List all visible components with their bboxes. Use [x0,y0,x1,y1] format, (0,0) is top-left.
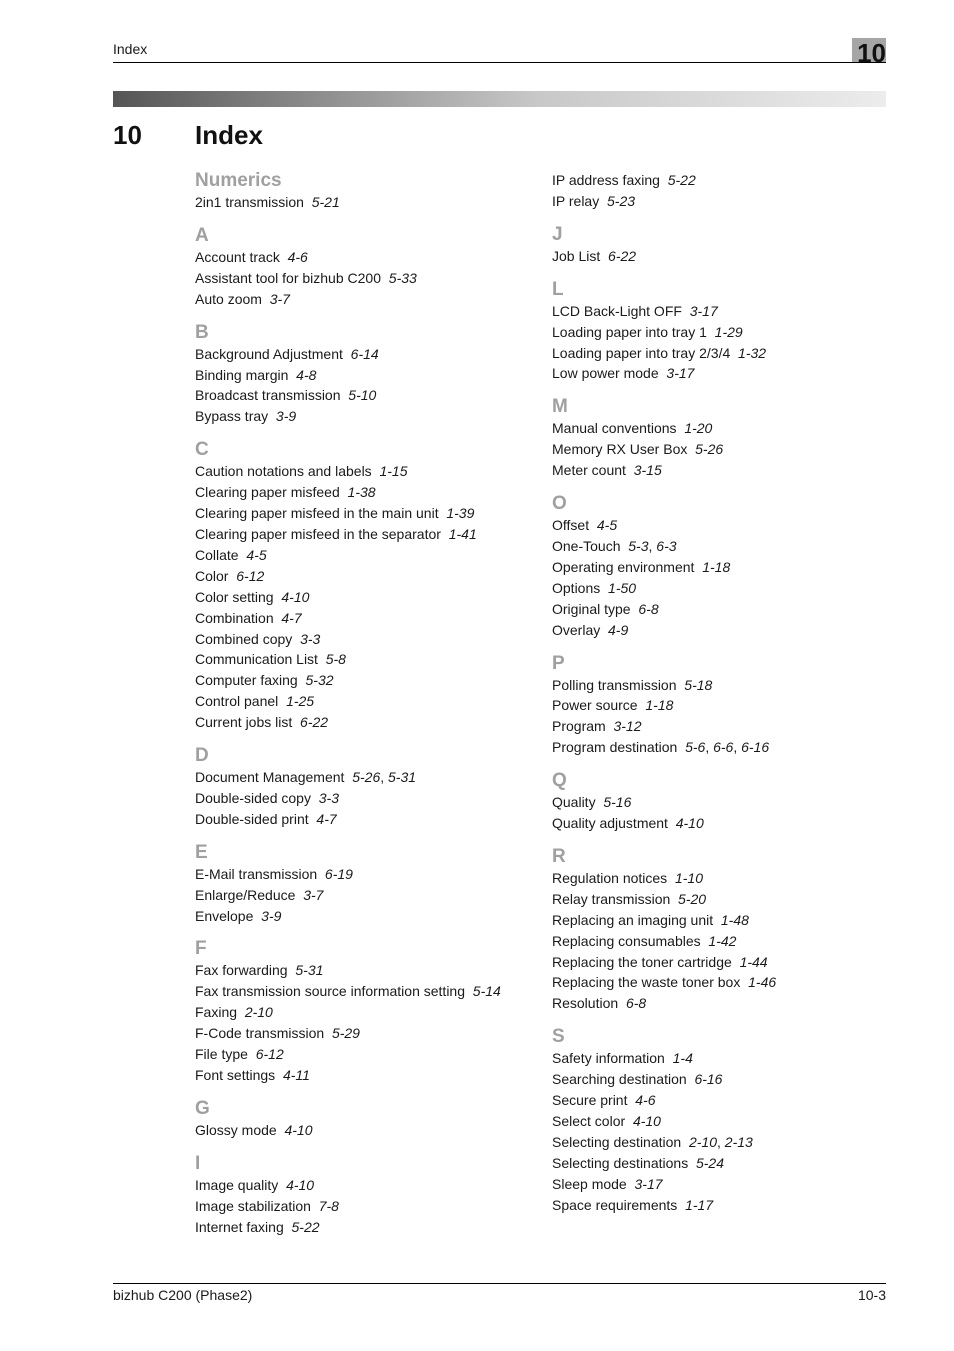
index-page-link[interactable]: 6-22 [300,714,329,731]
index-entry [195,691,535,712]
index-entry-term: Memory RX User Box [552,441,688,458]
chapter-number: 10 [113,120,142,150]
index-entry-term: Combination [195,609,274,626]
index-entry [552,322,882,343]
index-entry [552,246,882,267]
index-entry-term: Clearing paper misfeed [195,484,340,501]
index-entry-term: Bypass tray [195,408,269,425]
index-entry-term: Operating environment [552,558,695,575]
index-entry [552,972,882,993]
index-page-link[interactable]: 3-9 [261,907,282,924]
index-entry [552,1111,882,1132]
index-page-link[interactable]: 4-7 [316,810,337,827]
index-entry-term: Power source [552,697,638,714]
index-page-link[interactable]: 1-10 [674,869,703,886]
index-entry-term: Relay transmission [552,890,671,907]
index-entry-term: File type [195,1046,248,1063]
index-page-link[interactable]: 4-9 [608,621,629,638]
index-entry-term: Safety information [552,1050,665,1067]
index-entry-term: Assistant tool for bizhub C200 [195,269,381,286]
index-page-link[interactable]: 5-10 [348,387,377,404]
index-entry [552,578,882,599]
index-page-link[interactable]: 6-8 [625,995,647,1012]
index-page-link[interactable]: 4-5 [596,517,618,534]
index-entry: Selecting destination 2-10, 2-13 [552,1133,753,1150]
index-entry-term: Image quality [195,1176,279,1193]
index-entry-term: Broadcast transmission [195,387,341,404]
index-entry-term: Double-sided copy [195,789,311,806]
index-section [195,938,535,1085]
index-page-link[interactable]: 2-13 [724,1133,753,1150]
header-rule [113,62,886,63]
index-page-link[interactable]: 4-10 [675,815,704,832]
index-entry-term: Fax transmission source information setting [195,983,465,1000]
index-page-link[interactable]: 5-29 [331,1025,360,1042]
index-page-link[interactable]: 3-12 [613,718,642,735]
index-entry-term: Account track [195,248,280,265]
index-entry [552,1174,882,1195]
index-entry [195,1044,535,1065]
index-page-link[interactable]: 6-3 [656,537,677,554]
index-entry [552,301,882,322]
index-entry [552,170,882,191]
index-letter-heading: P [552,652,565,674]
index-page-link[interactable]: 3-9 [275,408,297,425]
index-page-link[interactable]: 1-42 [708,932,737,949]
index-entry [195,566,535,587]
index-entry [195,289,535,310]
index-letter-heading: I [195,1152,201,1174]
index-page-link[interactable]: 5-26 [352,769,381,786]
index-entry-term: Selecting destinations [552,1154,689,1171]
index-entry-term: F-Code transmission [195,1025,325,1042]
index-entry [552,1153,882,1174]
index-page-link[interactable]: 4-10 [286,1176,315,1193]
index-entry [552,910,882,931]
index-entry [195,482,535,503]
index-page-link[interactable]: 5-32 [305,672,334,689]
index-page-link[interactable]: 6-8 [638,600,659,617]
index-page-link[interactable]: 4-11 [282,1067,310,1083]
index-entry [195,649,535,670]
index-entry-term: Secure print [552,1092,628,1109]
index-entry-term: Font settings [195,1067,276,1083]
index-entry [195,365,535,386]
index-entry-term: IP address faxing [552,172,660,188]
index-page-link[interactable]: 1-44 [739,953,768,970]
index-page-link[interactable]: 5-3 [628,537,649,554]
index-page-link[interactable]: 1-32 [738,344,767,361]
index-entry-term: Document Management [195,769,345,786]
index-entry-term: Replacing the waste toner box [552,974,741,991]
index-page-link[interactable]: 5-33 [388,269,417,286]
index-entry-term: Internet faxing [195,1218,284,1235]
index-entry [552,418,882,439]
index-entry-term: Auto zoom [195,290,262,307]
index-page-link[interactable]: 1-46 [748,974,777,991]
index-entry-term: Sleep mode [552,1175,627,1192]
index-entry [195,268,535,289]
index-section [552,224,882,267]
index-section [195,1153,535,1238]
index-entry [552,813,882,834]
index-page-link[interactable]: 1-39 [446,505,475,522]
index-page-link[interactable]: 4-7 [281,609,302,626]
index-entry-term: Fax forwarding [195,962,288,979]
index-entry-term: Clearing paper misfeed in the separator [195,525,441,542]
index-entry-term: Program destination [552,739,678,756]
index-column-left [195,170,535,1238]
footer-product-name: bizhub C200 (Phase2) [113,1287,253,1303]
index-entry-term: Binding margin [195,366,289,383]
index-entry-term: Color setting [195,588,274,605]
index-entry-term: Polling transmission [552,676,677,693]
index-page-link[interactable]: 6-16 [741,739,770,756]
index-entry [552,439,882,460]
index-entry-term: Original type [552,600,631,617]
index-entry [195,1002,535,1023]
index-page-link[interactable]: 6-14 [350,345,379,362]
index-entry [195,1217,535,1238]
index-section [552,846,882,1014]
index-section [195,842,535,927]
index-entry [552,716,882,737]
index-page-link[interactable]: 5-22 [291,1218,320,1235]
index-entry-term: Replacing the toner cartridge [552,953,732,970]
index-entry [552,1048,882,1069]
index-entry-term: Computer faxing [195,672,298,689]
index-letter-heading: Numerics [195,170,282,191]
index-entry [195,906,535,927]
index-entry [552,557,882,578]
index-page-link[interactable]: 6-19 [324,865,353,882]
index-entry-term: Clearing paper misfeed in the main unit [195,505,439,522]
index-section [195,225,535,310]
index-entry [552,695,882,716]
index-entry [195,344,535,365]
index-section [195,439,535,733]
index-entry [552,868,882,889]
index-page-link[interactable]: 3-15 [633,462,662,479]
index-entry-term: Double-sided print [195,810,309,827]
index-entry [195,385,535,406]
index-entry [195,524,535,545]
index-page-link[interactable]: 5-23 [607,192,636,209]
index-page-link[interactable]: 6-12 [255,1046,284,1063]
index-page-link[interactable]: 1-18 [702,558,731,575]
index-section [552,170,882,212]
index-entry [195,406,535,427]
index-page-link[interactable]: 5-8 [325,651,346,668]
index-entry-term: Resolution [552,995,619,1012]
index-entry: Document Management 5-26, 5-31 [195,769,417,786]
index-entry [195,192,535,213]
index-page-link[interactable]: 5-21 [311,194,340,210]
index-entry-term: Collate [195,546,239,563]
index-entry [195,1175,535,1196]
index-page-link[interactable]: 5-6 [685,739,706,756]
index-section [195,170,535,213]
index-entry [552,343,882,364]
chapter-gradient-bar [113,91,886,107]
index-entry-term: Quality adjustment [552,815,668,832]
index-page-link[interactable]: 4-10 [281,588,310,605]
index-entry-term: Combined copy [195,630,293,647]
index-entry-term: Meter count [552,462,626,479]
index-page-link[interactable]: 6-16 [694,1071,723,1088]
index-entry-term: Color [195,567,229,584]
index-column-right [552,170,882,1216]
index-page-link[interactable]: 1-15 [379,463,408,480]
index-page-link[interactable]: 1-17 [685,1196,714,1213]
index-section [552,770,882,834]
index-page-link[interactable]: 1-29 [714,323,743,340]
index-page-link[interactable]: 6-22 [608,247,637,264]
index-page-link[interactable]: 5-20 [678,890,707,907]
index-entry-term: Loading paper into tray 1 [552,323,707,340]
index-entry [195,1065,535,1086]
index-letter-heading: D [195,745,209,767]
index-entry [195,864,535,885]
index-entry [552,889,882,910]
index-letter-heading: J [552,223,563,245]
index-page-link[interactable]: 5-24 [695,1154,725,1171]
index-page-link[interactable]: 4-10 [284,1121,313,1138]
index-entry [195,670,535,691]
index-entry [552,460,882,481]
index-entry [195,1196,535,1217]
index-entry [552,620,882,641]
index-letter-heading: S [552,1026,565,1048]
index-entry-term: Image stabilization [195,1197,311,1214]
index-entry [552,1069,882,1090]
index-page-link[interactable]: 4-10 [632,1113,661,1129]
index-page-link[interactable]: 7-8 [318,1197,339,1214]
index-entry [552,675,882,696]
index-entry-term: 2in1 transmission [195,194,304,210]
index-page-link[interactable]: 1-38 [347,484,376,501]
index-entry-term: LCD Back-Light OFF [552,302,682,319]
index-letter-heading: E [195,841,208,863]
index-entry-term: Loading paper into tray 2/3/4 [552,344,731,361]
index-letter-heading: A [195,224,209,246]
index-entry [552,952,882,973]
index-entry-term: Options [552,579,601,596]
index-page-link[interactable]: 5-31 [295,962,324,979]
index-entry [195,545,535,566]
index-page-link[interactable]: 3-17 [689,302,718,319]
index-entry [552,191,882,212]
index-page-link[interactable]: 4-8 [296,366,317,383]
index-entry [552,1090,882,1111]
index-letter-heading: G [195,1097,210,1119]
index-entry-term: One-Touch [552,537,621,554]
index-entry-term: Control panel [195,693,279,710]
index-page-link[interactable]: 5-31 [388,769,417,786]
index-entry-term: Replacing consumables [552,932,701,949]
index-page-link[interactable]: 5-18 [684,676,713,693]
index-entry-term: Quality [552,794,596,811]
index-page-link[interactable]: 2-10 [688,1133,718,1150]
index-entry [195,587,535,608]
index-letter-heading: B [195,321,209,343]
index-letter-heading: M [552,396,568,418]
index-page-link[interactable]: 5-22 [667,172,696,188]
index-entry-term: Program [552,718,606,735]
index-entry [195,960,535,981]
index-letter-heading: R [552,845,566,867]
index-page-link[interactable]: 3-3 [300,630,321,647]
index-page-link[interactable]: 3-17 [666,365,695,382]
index-page-link[interactable]: 1-50 [608,579,637,596]
index-page-link[interactable]: 3-17 [634,1175,663,1192]
index-section [552,279,882,385]
index-page-link[interactable]: 4-5 [246,546,267,563]
footer-rule [113,1283,886,1284]
index-entry [195,247,535,268]
index-page-link[interactable]: 3-7 [303,886,324,903]
index-entry [552,792,882,813]
index-page-link[interactable]: 6-6 [713,739,734,756]
index-entry-term: Background Adjustment [195,345,343,362]
running-header-title: Index [113,41,148,57]
index-entry [195,981,535,1002]
index-entry-term: Select color [552,1113,626,1129]
index-entry-term: Low power mode [552,365,659,382]
index-entry: One-Touch 5-3, 6-3 [552,537,677,554]
index-entry-term: Manual conventions [552,420,677,437]
index-page-link[interactable]: 4-6 [635,1092,656,1109]
index-entry [552,931,882,952]
index-entry-term: Job List [552,247,601,264]
index-section [195,1098,535,1141]
index-page-link[interactable]: 1-20 [684,420,713,437]
index-letter-heading: Q [552,770,567,792]
index-entry [195,1120,535,1141]
index-entry-term: Overlay [552,621,601,638]
index-entry [552,993,882,1014]
index-entry-term: Faxing [195,1004,238,1021]
index-entry [195,608,535,629]
index-letter-heading: O [552,493,567,515]
index-entry [195,809,535,830]
index-page-link[interactable]: 1-48 [720,911,749,928]
index-entry [195,1023,535,1044]
index-page-link[interactable]: 1-4 [672,1050,693,1067]
index-section [552,396,882,481]
index-page-link[interactable]: 4-6 [287,248,308,265]
index-page-link[interactable]: 3-3 [318,789,339,806]
index-section [552,493,882,640]
index-entry-term: Envelope [195,907,254,924]
index-entry [195,788,535,809]
index-entry-term: Offset [552,517,590,534]
index-page-link[interactable]: 5-26 [695,441,724,458]
index-letter-heading: C [195,439,209,461]
index-entry-term: Space requirements [552,1196,678,1213]
index-entry [552,1195,882,1216]
index-page-link[interactable]: 3-7 [269,290,290,307]
index-page-link[interactable]: 2-10 [244,1004,273,1021]
index-entry-term: Searching destination [552,1071,687,1088]
index-entry [195,629,535,650]
index-entry [195,461,535,482]
index-section [552,653,882,759]
index-section [195,745,535,830]
index-entry-term: Glossy mode [195,1121,277,1138]
index-entry-term: IP relay [552,192,600,209]
index-page-link[interactable]: 1-25 [286,693,315,710]
index-section [195,322,535,428]
index-entry [195,885,535,906]
index-entry-term: Communication List [195,651,318,668]
index-entry-term: Caution notations and labels [195,463,372,480]
header-chapter-tab: 10 [852,38,886,62]
chapter-title: Index [195,120,263,150]
index-entry [195,712,535,733]
index-page-link[interactable]: 5-16 [603,794,632,811]
index-entry [552,363,882,384]
index-entry-term: Replacing an imaging unit [552,911,714,928]
index-page-link[interactable]: 1-18 [645,697,674,714]
index-entry-term: Regulation notices [552,869,668,886]
index-letter-heading: L [552,278,564,300]
index-entry-term: Current jobs list [195,714,293,731]
index-entry-term: Selecting destination [552,1133,682,1150]
index-entry [552,599,882,620]
index-page-link[interactable]: 6-12 [236,567,265,584]
index-section [552,1026,882,1215]
index-entry-term: Enlarge/Reduce [195,886,296,903]
index-entry [552,515,882,536]
index-entry-term: E-Mail transmission [195,865,318,882]
index-entry: Program destination 5-6, 6-6, 6-16 [552,739,770,756]
footer-page-number: 10-3 [857,1287,886,1303]
index-page-link[interactable]: 1-41 [448,525,477,542]
index-letter-heading: F [195,938,207,960]
index-entry [195,503,535,524]
index-page-link[interactable]: 5-14 [472,983,501,1000]
